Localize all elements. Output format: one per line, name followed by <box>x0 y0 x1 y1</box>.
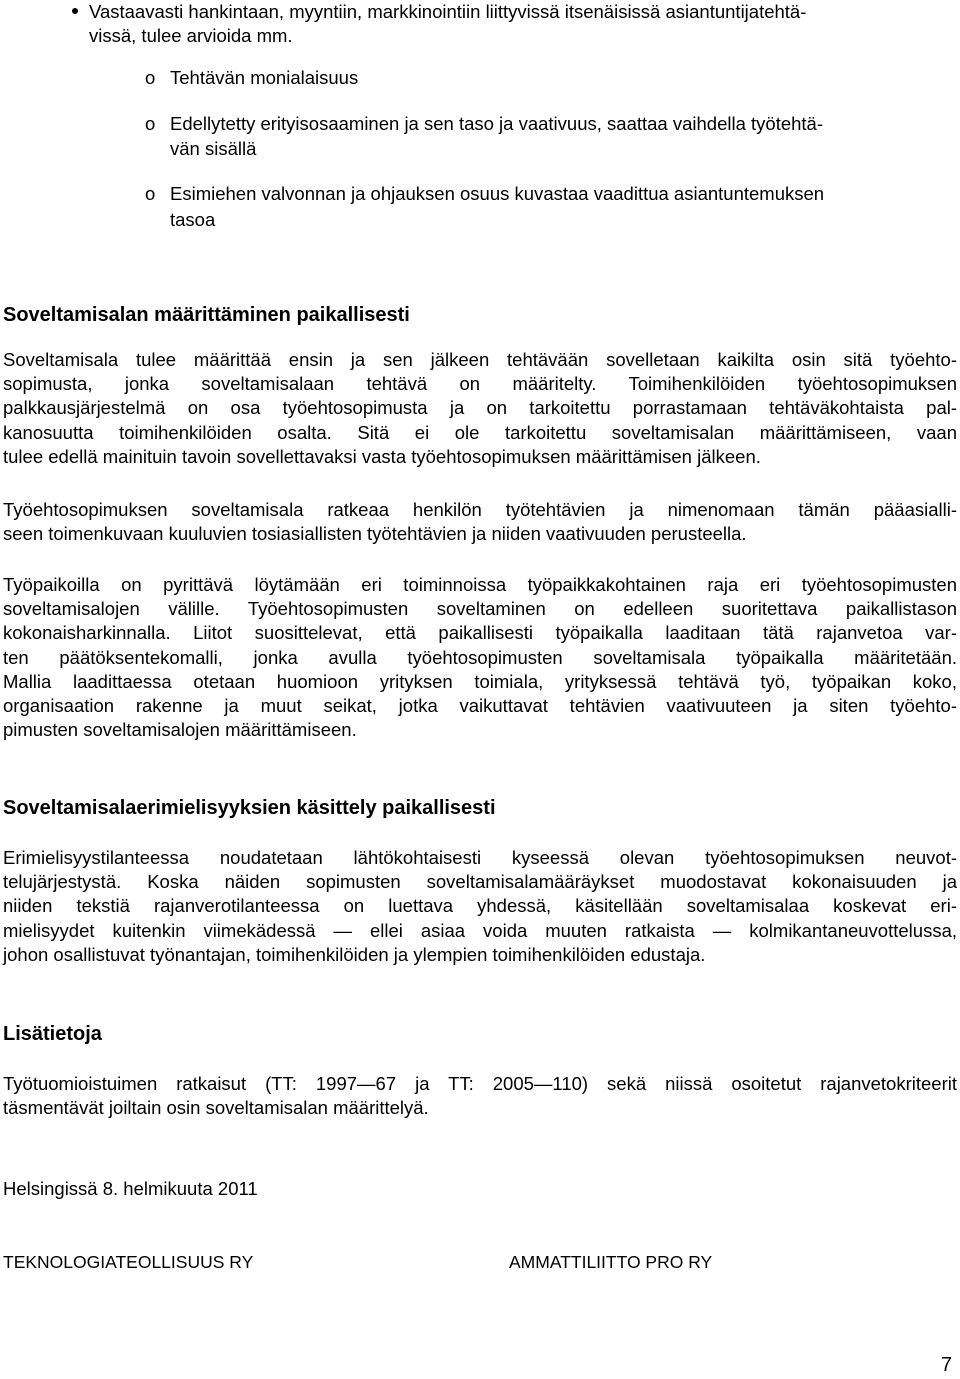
sub-marker-icon: o <box>145 113 156 134</box>
page-number: 7 <box>940 1354 952 1376</box>
paragraph-line: ten päätöksentekomalli, jonka avulla työehtosopimusten soveltamisala työpaikalla määritetään. <box>3 646 957 668</box>
paragraph-line: telujärjestystä. Koska näiden sopimusten soveltamisalamääräykset muodostavat kokonaisuuden ja <box>3 871 957 893</box>
sub-item-line: Tehtävän monialaisuus <box>170 67 359 88</box>
paragraph-line: Työtuomioistuimen ratkaisut (TT: 1997—67 ja TT: 2005—110) sekä niissä osoitetut rajanvetokriteerit <box>3 1073 957 1094</box>
section1-paragraph-1 <box>3 348 957 469</box>
paragraph-line: tulee edellä mainituin tavoin sovellettavaksi vasta työehtosopimuksen määrittämisen jälkeen. <box>3 445 761 467</box>
paragraph-line: palkkausjärjestelmä on osa työehtosopimusta ja on tarkoitettu porrastamaan tehtäväkohtaista pal- <box>3 397 957 419</box>
paragraph-line: Työehtosopimuksen soveltamisala ratkeaa henkilön työtehtävien ja nimenomaan tämän pääasialli- <box>3 499 957 520</box>
sub-marker-icon: o <box>145 67 156 88</box>
section-heading-erimielisyydet: Soveltamisalaerimielisyyksien käsittely paikallisesti <box>3 797 496 819</box>
place-date: Helsingissä 8. helmikuuta 2011 <box>3 1178 258 1199</box>
signatory-left: TEKNOLOGIATEOLLISUUS RY <box>3 1252 254 1272</box>
paragraph-line: kanosuutta toimihenkilöiden osalta. Sitä ei ole tarkoitettu soveltamisalan määrittämiseen, vaan <box>3 421 957 443</box>
sub-marker-icon: o <box>145 183 156 204</box>
paragraph-line: mielisyydet kuitenkin viimekädessä — ellei asiaa voida muuten ratkaista — kolmikantaneuvottelussa, <box>3 919 957 941</box>
paragraph-line: kokonaisharkinnalla. Liitot suosittelevat, että paikallisesti työpaikalla laaditaan tätä rajanvetoa var- <box>3 622 957 644</box>
paragraph-line: Erimielisyystilanteessa noudatetaan lähtökohtaisesti kyseessä olevan työehtosopimuksen neuvot- <box>3 847 957 868</box>
bullet-line-2: vissä, tulee arvioida mm. <box>89 25 293 46</box>
paragraph-line: Työpaikoilla on pyrittävä löytämään eri toiminnoissa työpaikkakohtainen raja eri työehtosopimusten <box>3 574 957 595</box>
paragraph-line: sopimusta, jonka soveltamisalaan tehtävä on määritelty. Toimihenkilöiden työehtosopimuksen <box>3 373 957 395</box>
sub-item-line: Edellytetty erityisosaaminen ja sen taso ja vaativuus, saattaa vaihdella työtehtä- <box>170 113 824 134</box>
section-heading-soveltamisala: Soveltamisalan määrittäminen paikallisesti <box>3 304 410 326</box>
section1-paragraph-2 <box>3 498 957 546</box>
section3-paragraph-1 <box>3 1072 957 1120</box>
sub-item-line: tasoa <box>170 209 216 230</box>
sub-item-line: vän sisällä <box>170 138 257 159</box>
paragraph-line: soveltamisalojen välille. Työehtosopimusten soveltaminen on edelleen suoritettava paikallistason <box>3 598 957 620</box>
section-heading-lisatietoja: Lisätietoja <box>3 1023 102 1045</box>
bullet-dot-icon <box>72 8 78 14</box>
bullet-line-1: Vastaavasti hankintaan, myyntiin, markkinointiin liittyvissä itsenäisissä asiantuntijatehtä- <box>89 1 807 22</box>
paragraph-line: pimusten soveltamisalojen määrittämiseen. <box>3 719 357 741</box>
paragraph-line: organisaation rakenne ja muut seikat, jotka vaikuttavat tehtävien vaativuuteen ja siten työehto- <box>3 695 957 717</box>
sub-item-line: Esimiehen valvonnan ja ohjauksen osuus kuvastaa vaadittua asiantuntemuksen <box>170 183 825 204</box>
signatory-right: AMMATTILIITTO PRO RY <box>509 1252 713 1272</box>
paragraph-line: seen toimenkuvaan kuuluvien tosiasiallisten työtehtävien ja niiden vaativuuden perusteella. <box>3 523 747 545</box>
paragraph-line: johon osallistuvat työnantajan, toimihenkilöiden ja ylempien toimihenkilöiden edustaja. <box>3 943 706 965</box>
paragraph-line: täsmentävät joiltain osin soveltamisalan määrittelyä. <box>3 1097 429 1119</box>
paragraph-line: Soveltamisala tulee määrittää ensin ja sen jälkeen tehtävään sovelletaan kaikilta osin sitä työehto- <box>3 349 957 370</box>
section2-paragraph-1 <box>3 846 957 967</box>
paragraph-line: Mallia laadittaessa otetaan huomioon yrityksen toimiala, yrityksessä tehtävä työ, työpaikan koko, <box>3 670 957 692</box>
paragraph-line: niiden tekstiä rajanverotilanteessa on luettava yhdessä, käsitellään soveltamisalaa koskevat eri- <box>3 895 957 917</box>
section1-paragraph-3 <box>3 573 957 742</box>
